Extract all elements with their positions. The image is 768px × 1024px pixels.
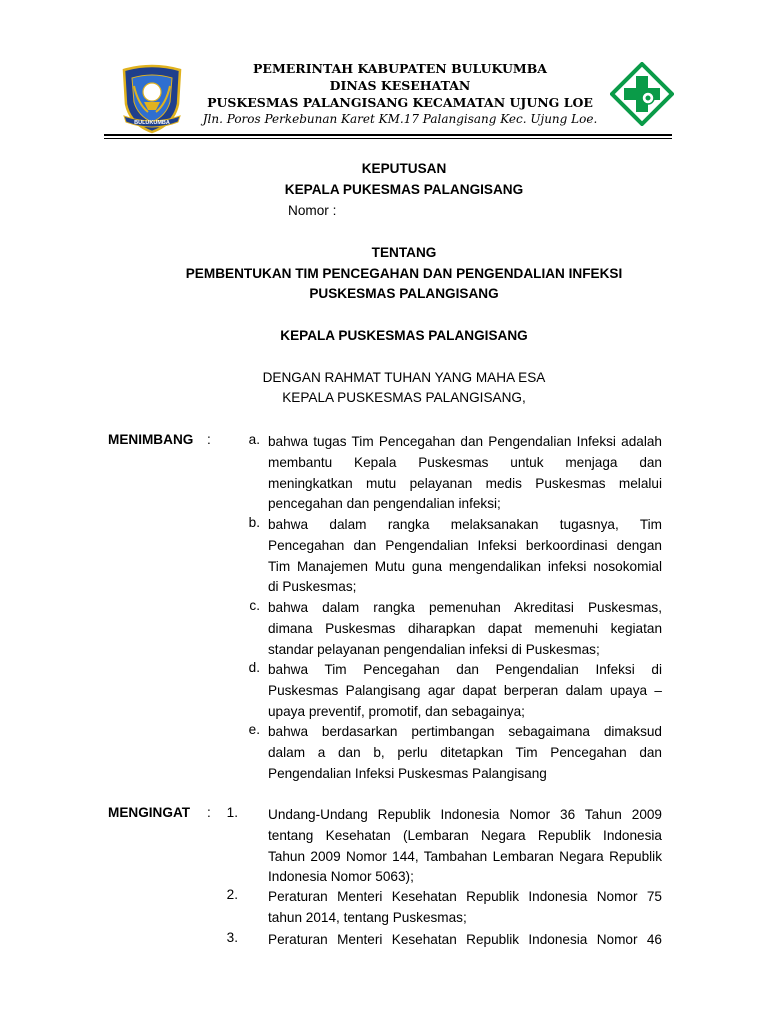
mengingat-colon: : (207, 805, 211, 820)
mengingat-item-text: Peraturan Menteri Kesehatan Republik Indonesia Nomor 46 (268, 932, 662, 947)
mengingat-label: MENGINGAT (108, 805, 191, 820)
mengingat-item-text: Undang-Undang Republik Indonesia Nomor 36 Tahun 2009 tentang Kesehatan (Lembaran Negara Republik Indonesia Tahun 2009 Nomor 144, Tambahan Lembaran Negara Republik Indonesia Nomor 5063); (268, 807, 662, 885)
mengingat-item-marker: 2. (226, 887, 238, 902)
menimbang-item-marker: e. (248, 722, 260, 737)
letterhead-institution: PUSKESMAS PALANGISANG KECAMATAN UJUNG LOE (207, 95, 593, 110)
menimbang-item-text: bahwa dalam rangka melaksanakan tugasnya, Tim Pencegahan dan Pengendalian Infeksi berkoordinasi dengan Tim Manajemen Mutu guna mengendalikan infeksi nosokomial di Puskesmas; (268, 517, 662, 595)
puskesmas-cross-icon (610, 62, 674, 126)
decree-number-label: Nomor : (288, 203, 337, 218)
mengingat-item-marker: 3. (226, 930, 238, 945)
preamble-line1: DENGAN RAHMAT TUHAN YANG MAHA ESA (262, 370, 546, 385)
menimbang-item-text: bahwa tugas Tim Pencegahan dan Pengendalian Infeksi adalah membantu Kepala Puskesmas untuk menjaga dan meningkatkan mutu pelayanan medis Puskesmas melalui pencegahan dan pengendalian infeksi; (268, 434, 662, 512)
crest-ribbon-text: BULUKUMBA (134, 120, 170, 126)
menimbang-item-marker: c. (249, 598, 260, 613)
decree-authority: KEPALA PUKESMAS PALANGISANG (284, 182, 524, 197)
menimbang-item-marker: a. (248, 432, 260, 447)
menimbang-item-text: bahwa dalam rangka pemenuhan Akreditasi Puskesmas, dimana Puskesmas diharapkan dapat memenuhi kegiatan standar pelayanan pengendalian infeksi di Puskesmas; (268, 600, 662, 657)
menimbang-item-text: bahwa Tim Pencegahan dan Pengendalian Infeksi di Puskesmas Palangisang agar dapat berperan dalam upaya – upaya preventif, promotif, dan sebagainya; (268, 662, 662, 719)
subject-title-line2: PUSKESMAS PALANGISANG (309, 286, 499, 301)
mengingat-item-text: Peraturan Menteri Kesehatan Republik Indonesia Nomor 75 tahun 2014, tentang Puskesmas; (268, 889, 662, 925)
menimbang-item-marker: d. (248, 660, 260, 675)
menimbang-item-marker: b. (248, 515, 260, 530)
menimbang-item-text: bahwa berdasarkan pertimbangan sebagaimana dimaksud dalam a dan b, perlu ditetapkan Tim Pencegahan dan Pengendalian Infeksi Puskesmas Palangisang (268, 724, 662, 781)
mengingat-item-marker: 1. (226, 805, 238, 820)
menimbang-colon: : (207, 432, 211, 447)
letterhead-department: DINAS KESEHATAN (329, 78, 471, 93)
letterhead-rule-thick (104, 134, 672, 136)
letterhead (0, 56, 768, 132)
issuer-heading: KEPALA PUSKESMAS PALANGISANG (280, 328, 528, 343)
letterhead-rule-thin (104, 138, 672, 139)
regency-crest-icon (118, 64, 186, 134)
letterhead-government: PEMERINTAH KABUPATEN BULUKUMBA (253, 61, 547, 76)
decree-heading: KEPUTUSAN (361, 161, 447, 176)
subject-title-line1: PEMBENTUKAN TIM PENCEGAHAN DAN PENGENDALIAN INFEKSI (185, 266, 623, 281)
menimbang-label: MENIMBANG (108, 432, 194, 447)
subject-about: TENTANG (371, 245, 437, 260)
letterhead-address: Jln. Poros Perkebunan Karet KM.17 Palangisang Kec. Ujung Loe. (202, 112, 598, 126)
preamble-line2: KEPALA PUSKESMAS PALANGISANG, (282, 390, 526, 405)
